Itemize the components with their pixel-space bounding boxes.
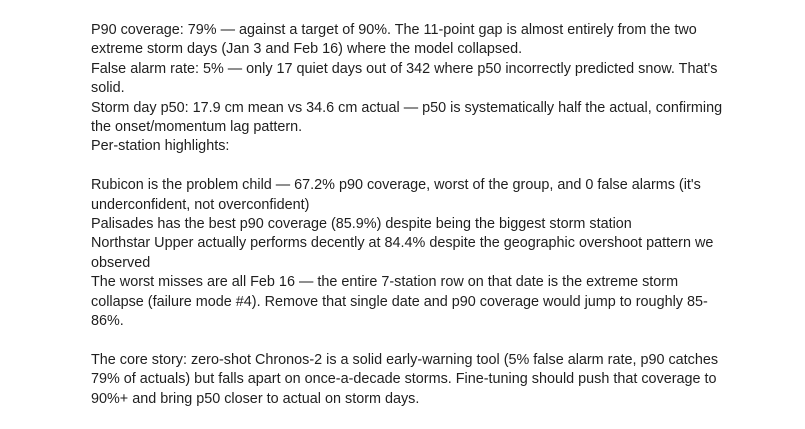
- blank-line: [91, 331, 731, 350]
- document-body: [91, 21, 731, 409]
- false-alarm-paragraph: False alarm rate: 5% — only 17 quiet days out of 342 where p50 incorrectly predicted snow. That's solid.: [91, 60, 718, 97]
- p90-coverage-paragraph: P90 coverage: 79% — against a target of 90%. The 11-point gap is almost entirely from the two extreme storm days (Jan 3 and Feb 16) where the model collapsed.: [91, 22, 697, 58]
- station-highlight-palisades: Palisades has the best p90 coverage (85.9%) despite being the biggest storm station: [91, 216, 632, 233]
- blank-line: [91, 157, 731, 176]
- core-story-paragraph: The core story: zero-shot Chronos-2 is a solid early-warning tool (5% false alarm rate, p90 catches 79% of actuals) but falls apart on once-a-decade storms. Fine-tuning should push that coverage to 90%+ and bring p50 closer to actual on storm days.: [91, 351, 719, 407]
- storm-day-p50-paragraph: Storm day p50: 17.9 cm mean vs 34.6 cm actual — p50 is systematically half the actual, confirming the onset/momentum lag pattern.: [91, 99, 723, 136]
- station-highlight-worst-misses: The worst misses are all Feb 16 — the entire 7-station row on that date is the extreme storm collapse (failure mode #4). Remove that single date and p90 coverage would jump to roughly 85-86%.: [91, 274, 708, 330]
- station-highlight-northstar: Northstar Upper actually performs decently at 84.4% despite the geographic overshoot pattern we observed: [91, 235, 714, 271]
- per-station-heading: Per-station highlights:: [91, 138, 230, 155]
- station-highlight-rubicon: Rubicon is the problem child — 67.2% p90 coverage, worst of the group, and 0 false alarms (it's underconfident, not overconfident): [91, 177, 701, 213]
